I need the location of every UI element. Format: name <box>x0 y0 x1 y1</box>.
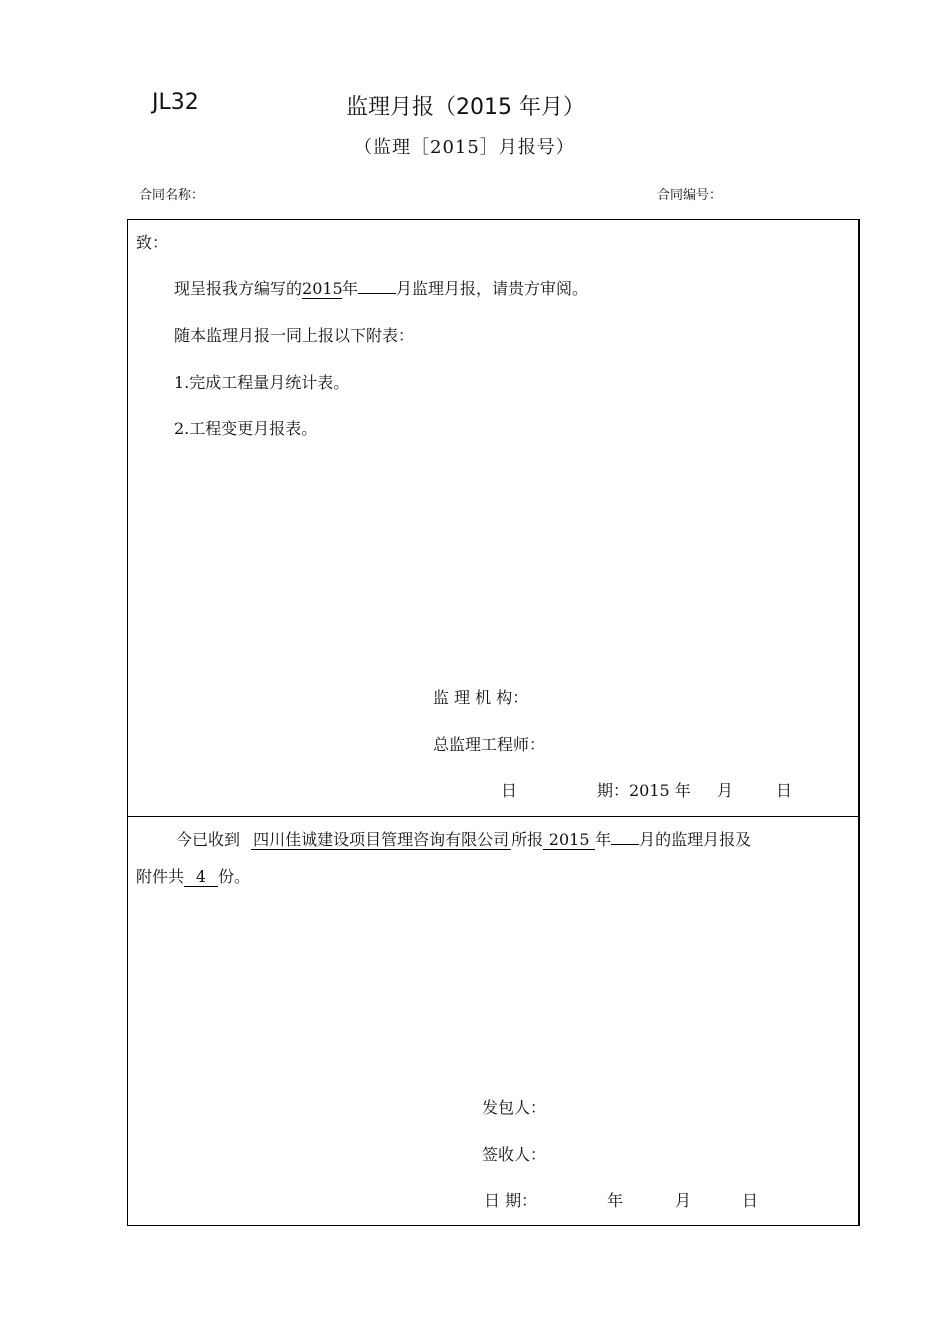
copies-field[interactable]: 4 <box>184 868 218 887</box>
page-subtitle: （监理［2015］月报号） <box>354 137 575 158</box>
receipt-line <box>176 827 751 850</box>
submitted-text: 所报 <box>511 830 544 849</box>
chief-engineer-label: 总监理工程师： <box>433 735 546 754</box>
receipt-date-day: 日 <box>742 1191 759 1210</box>
contract-no-label: 合同编号： <box>657 188 723 203</box>
report-year-field[interactable]: 2015 <box>302 279 343 298</box>
company-field[interactable]: 四川佳诚建设项目管理咨询有限公司 <box>253 830 510 849</box>
section-divider <box>128 816 858 817</box>
receipt-month-field[interactable] <box>611 844 639 845</box>
form-code: JL32 <box>152 90 199 115</box>
page-title: 监理月报（2015 年月） <box>346 95 585 120</box>
copies-text: 附件共 <box>136 867 185 886</box>
date-day-label: 日 <box>776 781 793 800</box>
receipt-date-month: 月 <box>675 1191 692 1210</box>
date-month-label: 月 <box>717 781 734 800</box>
receipt-year-unit: 年 <box>595 830 612 849</box>
issuer-label: 发包人： <box>482 1098 547 1117</box>
contract-name-label: 合同名称： <box>139 188 205 203</box>
receipt-date-label: 日 期： <box>484 1191 538 1210</box>
receipt-month-text: 月的监理月报及 <box>639 830 752 849</box>
to-label: 致： <box>136 233 169 252</box>
attachment-item-1: 1.完成工程量月统计表。 <box>174 373 350 392</box>
copies-unit: 份。 <box>218 867 251 886</box>
receipt-year-field[interactable]: 2015 <box>543 831 595 850</box>
form-table <box>127 219 860 1226</box>
receipt-text: 今已收到 <box>176 830 241 849</box>
report-submit-text: 现呈报我方编写的 <box>174 279 303 298</box>
copies-line <box>136 864 250 887</box>
receiver-label: 签收人： <box>482 1145 547 1164</box>
report-submit-line <box>174 276 588 299</box>
date-qi-year-label: 期：2015 年 <box>597 781 691 800</box>
year-unit: 年 <box>342 279 359 298</box>
receipt-date-year: 年 <box>607 1191 624 1210</box>
report-review-text: 月监理月报，请贵方审阅。 <box>396 279 589 298</box>
report-month-field[interactable] <box>358 293 396 294</box>
attachment-item-2: 2.工程变更月报表。 <box>174 419 318 438</box>
attachments-intro: 随本监理月报一同上报以下附表： <box>174 326 415 345</box>
supervision-org-label: 监 理 机 构： <box>433 688 529 707</box>
date-ri-label: 日 <box>501 781 518 800</box>
